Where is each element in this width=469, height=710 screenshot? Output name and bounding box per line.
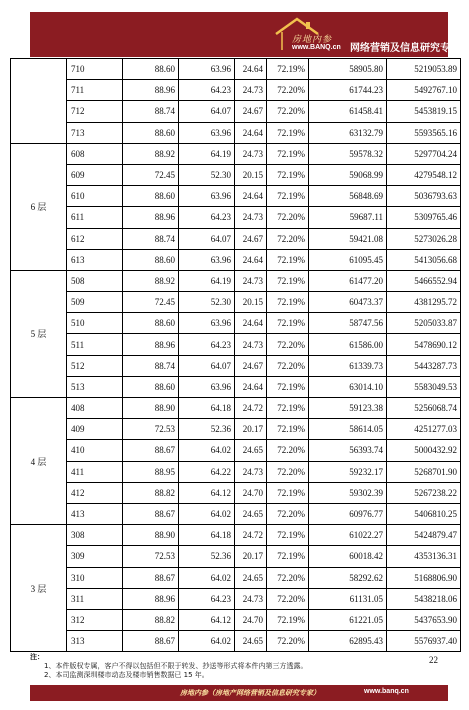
total-price-cell: 5437653.90 [387,609,461,630]
total-price-cell: 4279548.12 [387,164,461,185]
shared-area-cell: 24.65 [235,503,267,524]
shared-area-cell: 24.64 [235,313,267,334]
footer [30,653,448,703]
total-price-cell: 5297704.24 [387,143,461,164]
usage-rate-cell: 72.19% [267,398,309,419]
unit-price-cell: 59421.08 [309,228,387,249]
total-price-cell: 5205033.87 [387,313,461,334]
floor-label: 4 层 [11,398,67,525]
room-number-cell: 610 [67,186,123,207]
total-area-cell: 88.60 [123,186,179,207]
total-area-cell: 72.53 [123,546,179,567]
unit-price-cell: 59302.39 [309,482,387,503]
shared-area-cell: 24.73 [235,143,267,164]
room-number-cell: 509 [67,292,123,313]
unit-price-cell: 62895.43 [309,631,387,652]
usable-area-cell: 63.96 [179,249,235,270]
unit-price-cell: 58747.56 [309,313,387,334]
floor-label: 6 层 [11,143,67,270]
total-price-cell: 5406810.25 [387,503,461,524]
shared-area-cell: 24.72 [235,525,267,546]
usage-rate-cell: 72.19% [267,122,309,143]
unit-price-cell: 60018.42 [309,546,387,567]
usable-area-cell: 64.02 [179,503,235,524]
usable-area-cell: 64.19 [179,270,235,291]
usage-rate-cell: 72.19% [267,609,309,630]
shared-area-cell: 24.64 [235,186,267,207]
usage-rate-cell: 72.19% [267,419,309,440]
usage-rate-cell: 72.19% [267,313,309,334]
shared-area-cell: 24.65 [235,631,267,652]
usable-area-cell: 64.18 [179,525,235,546]
note-line-2: 2、本司监测深圳楼市动态及楼市销售数据已 15 年。 [44,671,209,679]
usable-area-cell: 52.36 [179,419,235,440]
unit-price-cell: 61477.20 [309,270,387,291]
table-row [11,186,461,207]
table-row [11,461,461,482]
total-area-cell: 88.92 [123,143,179,164]
room-number-cell: 410 [67,440,123,461]
room-number-cell: 310 [67,567,123,588]
usable-area-cell: 64.12 [179,609,235,630]
shared-area-cell: 20.15 [235,164,267,185]
usage-rate-cell: 72.20% [267,567,309,588]
total-area-cell: 88.96 [123,588,179,609]
usage-rate-cell: 72.20% [267,101,309,122]
total-area-cell: 88.74 [123,228,179,249]
usage-rate-cell: 72.19% [267,482,309,503]
room-number-cell: 710 [67,59,123,80]
usable-area-cell: 64.22 [179,461,235,482]
usable-area-cell: 64.07 [179,355,235,376]
table-row [11,249,461,270]
table-row [11,334,461,355]
usable-area-cell: 52.36 [179,546,235,567]
unit-price-cell: 58905.80 [309,59,387,80]
unit-price-cell: 61586.00 [309,334,387,355]
table-row [11,164,461,185]
logo-text: 房地内参 [292,35,333,45]
table-row [11,228,461,249]
floor-label: 5 层 [11,270,67,397]
room-number-cell: 512 [67,355,123,376]
shared-area-cell: 20.15 [235,292,267,313]
room-number-cell: 409 [67,419,123,440]
shared-area-cell: 24.73 [235,270,267,291]
unit-price-cell: 61221.05 [309,609,387,630]
usable-area-cell: 64.07 [179,101,235,122]
usable-area-cell: 64.23 [179,207,235,228]
header-title: 网络营销及信息研究专家 [350,43,460,54]
shared-area-cell: 24.65 [235,440,267,461]
unit-price-cell: 59068.99 [309,164,387,185]
room-number-cell: 308 [67,525,123,546]
total-area-cell: 88.82 [123,482,179,503]
shared-area-cell: 24.67 [235,355,267,376]
total-area-cell: 88.60 [123,122,179,143]
room-number-cell: 611 [67,207,123,228]
note-line-1: 1、本件版权专属，客户不得以包括但不限于转发、抄送等形式将本件内第三方透露。 [44,662,308,670]
table-row [11,355,461,376]
unit-price-cell: 61131.05 [309,588,387,609]
usage-rate-cell: 72.20% [267,631,309,652]
usable-area-cell: 63.96 [179,59,235,80]
total-price-cell: 5267238.22 [387,482,461,503]
usage-rate-cell: 72.19% [267,525,309,546]
total-area-cell: 88.74 [123,355,179,376]
usage-rate-cell: 72.20% [267,355,309,376]
footer-bar [30,685,448,701]
unit-price-cell: 59578.32 [309,143,387,164]
usable-area-cell: 52.30 [179,292,235,313]
total-area-cell: 72.45 [123,164,179,185]
shared-area-cell: 24.64 [235,122,267,143]
unit-price-cell: 59687.11 [309,207,387,228]
shared-area-cell: 24.67 [235,228,267,249]
total-price-cell: 5478690.12 [387,334,461,355]
shared-area-cell: 24.73 [235,334,267,355]
table-row [11,376,461,397]
table-row [11,525,461,546]
table-row [11,292,461,313]
total-area-cell: 88.60 [123,249,179,270]
usable-area-cell: 64.07 [179,228,235,249]
total-area-cell: 88.96 [123,207,179,228]
floor-label: 3 层 [11,525,67,652]
total-area-cell: 88.60 [123,59,179,80]
room-number-cell: 312 [67,609,123,630]
usage-rate-cell: 72.20% [267,334,309,355]
unit-price-cell: 61095.45 [309,249,387,270]
usable-area-cell: 64.02 [179,567,235,588]
unit-price-cell: 60976.77 [309,503,387,524]
room-number-cell: 713 [67,122,123,143]
usage-rate-cell: 72.19% [267,376,309,397]
total-area-cell: 88.60 [123,313,179,334]
shared-area-cell: 24.64 [235,59,267,80]
table-row [11,270,461,291]
total-price-cell: 5466552.94 [387,270,461,291]
total-price-cell: 5273026.28 [387,228,461,249]
total-area-cell: 88.67 [123,503,179,524]
usable-area-cell: 63.96 [179,122,235,143]
total-price-cell: 5000432.92 [387,440,461,461]
room-number-cell: 412 [67,482,123,503]
room-number-cell: 511 [67,334,123,355]
total-area-cell: 88.60 [123,376,179,397]
usable-area-cell: 64.23 [179,588,235,609]
footer-bar-url: www.banq.cn [364,688,409,695]
usage-rate-cell: 72.19% [267,546,309,567]
usage-rate-cell: 72.20% [267,207,309,228]
table-row [11,313,461,334]
unit-price-cell: 58614.05 [309,419,387,440]
total-area-cell: 88.82 [123,609,179,630]
usage-rate-cell: 72.20% [267,588,309,609]
usage-rate-cell: 72.19% [267,143,309,164]
note-label: 注： [30,653,44,661]
room-number-cell: 309 [67,546,123,567]
room-number-cell: 608 [67,143,123,164]
usage-rate-cell: 72.19% [267,249,309,270]
shared-area-cell: 24.73 [235,461,267,482]
table-row [11,80,461,101]
room-number-cell: 712 [67,101,123,122]
room-number-cell: 411 [67,461,123,482]
logo-url: www.BANQ.cn [292,44,341,51]
total-area-cell: 88.67 [123,440,179,461]
usage-rate-cell: 72.20% [267,503,309,524]
usable-area-cell: 64.23 [179,334,235,355]
total-area-cell: 72.45 [123,292,179,313]
footnote [30,653,448,680]
usable-area-cell: 52.30 [179,164,235,185]
unit-price-cell: 59123.38 [309,398,387,419]
room-number-cell: 510 [67,313,123,334]
shared-area-cell: 24.73 [235,207,267,228]
total-price-cell: 4251277.03 [387,419,461,440]
table-row [11,482,461,503]
usage-rate-cell: 72.20% [267,80,309,101]
page-number: 22 [429,655,438,665]
total-price-cell: 4353136.31 [387,546,461,567]
usable-area-cell: 64.18 [179,398,235,419]
table-row [11,207,461,228]
usage-rate-cell: 72.20% [267,440,309,461]
total-price-cell: 5576937.40 [387,631,461,652]
table-row [11,440,461,461]
total-area-cell: 72.53 [123,419,179,440]
usage-rate-cell: 72.19% [267,164,309,185]
total-area-cell: 88.96 [123,80,179,101]
usable-area-cell: 64.12 [179,482,235,503]
total-area-cell: 88.90 [123,525,179,546]
total-price-cell: 5268701.90 [387,461,461,482]
room-number-cell: 508 [67,270,123,291]
shared-area-cell: 24.64 [235,376,267,397]
usage-rate-cell: 72.19% [267,292,309,313]
unit-price-cell: 61022.27 [309,525,387,546]
room-number-cell: 612 [67,228,123,249]
shared-area-cell: 24.72 [235,398,267,419]
room-number-cell: 609 [67,164,123,185]
total-price-cell: 5413056.68 [387,249,461,270]
total-price-cell: 4381295.72 [387,292,461,313]
total-price-cell: 5593565.16 [387,122,461,143]
room-number-cell: 311 [67,588,123,609]
usage-rate-cell: 72.19% [267,59,309,80]
total-price-cell: 5438218.06 [387,588,461,609]
total-price-cell: 5583049.53 [387,376,461,397]
total-price-cell: 5424879.47 [387,525,461,546]
shared-area-cell: 20.17 [235,546,267,567]
table-row [11,503,461,524]
table-row [11,567,461,588]
usable-area-cell: 64.23 [179,80,235,101]
room-number-cell: 408 [67,398,123,419]
unit-price-cell: 61458.41 [309,101,387,122]
table-row [11,631,461,652]
total-price-cell: 5492767.10 [387,80,461,101]
usage-rate-cell: 72.20% [267,461,309,482]
usable-area-cell: 64.02 [179,631,235,652]
table-row [11,588,461,609]
total-price-cell: 5168806.90 [387,567,461,588]
unit-price-cell: 61744.23 [309,80,387,101]
usable-area-cell: 64.02 [179,440,235,461]
unit-price-cell: 63014.10 [309,376,387,397]
unit-price-table [10,58,461,652]
floor-label [11,59,67,144]
table-row [11,59,461,80]
total-area-cell: 88.90 [123,398,179,419]
total-price-cell: 5309765.46 [387,207,461,228]
total-price-cell: 5256068.74 [387,398,461,419]
room-number-cell: 513 [67,376,123,397]
usage-rate-cell: 72.19% [267,270,309,291]
table-row [11,546,461,567]
unit-price-cell: 60473.37 [309,292,387,313]
table-row [11,101,461,122]
shared-area-cell: 24.67 [235,101,267,122]
room-number-cell: 413 [67,503,123,524]
total-area-cell: 88.67 [123,631,179,652]
usable-area-cell: 64.19 [179,143,235,164]
total-price-cell: 5036793.63 [387,186,461,207]
table-row [11,398,461,419]
footer-bar-text: 房地内参（房地产网络营销及信息研究专家） [180,688,320,697]
header-banner [30,12,460,57]
room-number-cell: 313 [67,631,123,652]
table-row [11,122,461,143]
total-price-cell: 5453819.15 [387,101,461,122]
room-number-cell: 613 [67,249,123,270]
unit-price-cell: 56848.69 [309,186,387,207]
shared-area-cell: 24.65 [235,567,267,588]
total-area-cell: 88.67 [123,567,179,588]
table-row [11,143,461,164]
unit-price-cell: 61339.73 [309,355,387,376]
unit-price-cell: 59232.17 [309,461,387,482]
total-area-cell: 88.95 [123,461,179,482]
total-area-cell: 88.92 [123,270,179,291]
shared-area-cell: 24.70 [235,609,267,630]
usable-area-cell: 63.96 [179,376,235,397]
total-price-cell: 5443287.73 [387,355,461,376]
usable-area-cell: 63.96 [179,186,235,207]
shared-area-cell: 24.73 [235,588,267,609]
table-row [11,609,461,630]
shared-area-cell: 24.70 [235,482,267,503]
unit-price-cell: 63132.79 [309,122,387,143]
shared-area-cell: 20.17 [235,419,267,440]
shared-area-cell: 24.73 [235,80,267,101]
usage-rate-cell: 72.20% [267,228,309,249]
usage-rate-cell: 72.19% [267,186,309,207]
shared-area-cell: 24.64 [235,249,267,270]
unit-price-cell: 56393.74 [309,440,387,461]
total-area-cell: 88.96 [123,334,179,355]
usable-area-cell: 63.96 [179,313,235,334]
table-row [11,419,461,440]
unit-price-cell: 58292.62 [309,567,387,588]
total-price-cell: 5219053.89 [387,59,461,80]
total-area-cell: 88.74 [123,101,179,122]
room-number-cell: 711 [67,80,123,101]
